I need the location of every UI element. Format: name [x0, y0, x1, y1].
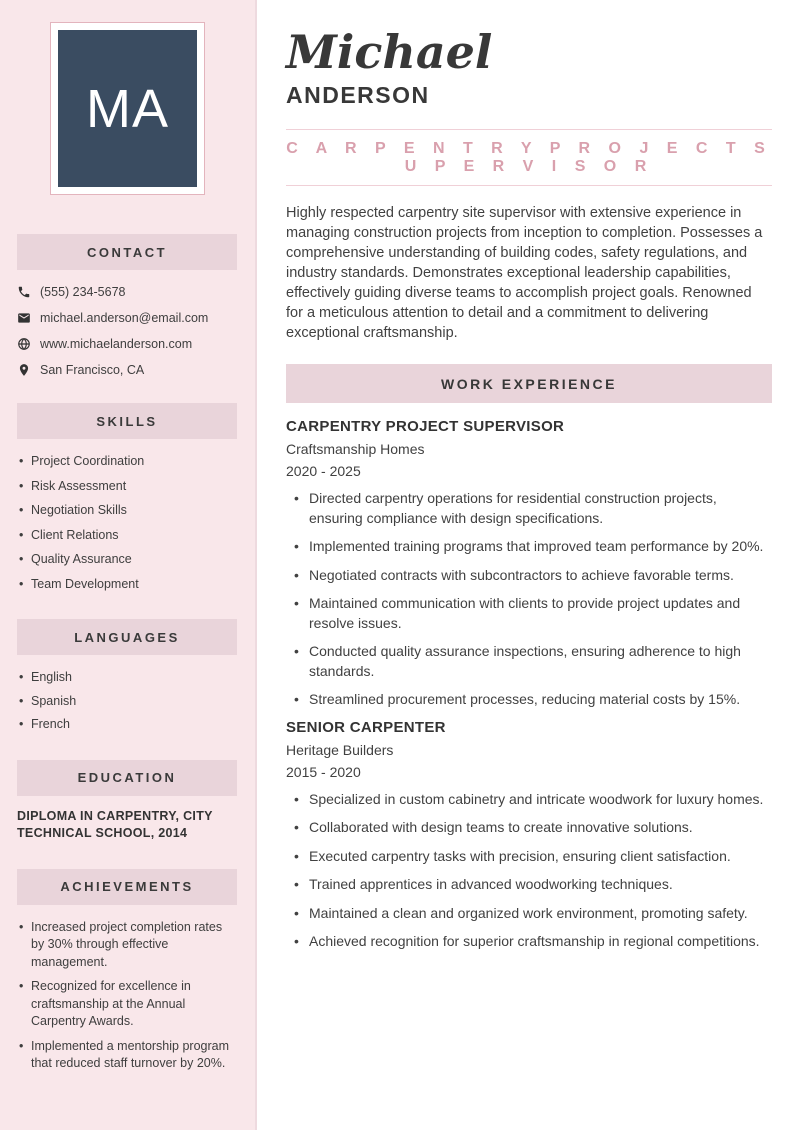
phone-icon — [17, 285, 31, 299]
globe-icon — [17, 337, 31, 351]
contact-location-text: San Francisco, CA — [40, 363, 145, 377]
contact-email — [17, 311, 237, 325]
language-item: • Spanish — [19, 693, 237, 711]
achievement-item: • Implemented a mentorship program that reduced staff turnover by 20%. — [19, 1038, 237, 1073]
contact-website-text: www.michaelanderson.com — [40, 337, 193, 351]
languages-list — [19, 669, 237, 734]
contact-phone — [17, 285, 237, 299]
skills-section-header: SKILLS — [17, 403, 237, 439]
job-title: CARPENTRY PROJECT SUPERVISOR — [286, 418, 565, 435]
role-title: C A R P E N T R Y P R O J E C T S U P E R V I S O R — [286, 140, 772, 175]
job-bullets — [292, 489, 772, 710]
achievements-section-header: ACHIEVEMENTS — [17, 869, 237, 905]
job-bullet-item: • Collaborated with design teams to create innovative solutions. — [292, 818, 772, 838]
location-icon — [17, 363, 31, 377]
contact-website — [17, 337, 237, 351]
title-rule-bottom — [286, 185, 772, 186]
job-title: SENIOR CARPENTER — [286, 718, 446, 736]
professional-summary: Highly respected carpentry site supervisor with extensive experience in managing construction projects from inception to completion. Possesses a comprehensive understanding of building codes, safety regulations, and industry standards. Demonstrates exceptional leadership capabilities, effectively guiding diverse teams to accomplish project goals. Renowned for a meticulous attention to detail and a commitment to delivering exceptional craftsmanship. — [286, 205, 763, 341]
achievement-item: • Recognized for excellence in craftsmanship at the Annual Carpentry Awards. — [19, 978, 237, 1031]
job-dates: 2015 - 2020 — [286, 763, 361, 780]
job-bullet-item: • Maintained communication with clients to provide project updates and resolve issues. — [292, 594, 772, 633]
language-item: • French — [19, 716, 237, 734]
job-bullet-item: • Achieved recognition for superior craftsmanship in regional competitions. — [292, 932, 772, 952]
skill-item: • Negotiation Skills — [19, 502, 237, 520]
job-bullet-item: • Conducted quality assurance inspections, ensuring adherence to high standards. — [292, 642, 772, 681]
job-company: Craftsmanship Homes — [286, 441, 425, 457]
education-section-header: EDUCATION — [17, 760, 237, 796]
achievements-list — [19, 919, 237, 1073]
contact-list — [17, 285, 237, 377]
job-entry — [286, 418, 772, 710]
education-entry: DIPLOMA IN CARPENTRY, CITY TECHNICAL SCHOOL, 2014 — [17, 808, 213, 840]
job-bullet-item: • Implemented training programs that improved team performance by 20%. — [292, 537, 772, 557]
job-bullet-item: • Executed carpentry tasks with precision, ensuring client satisfaction. — [292, 847, 772, 867]
achievement-item: • Increased project completion rates by 30% through effective management. — [19, 919, 237, 972]
skill-item: • Client Relations — [19, 527, 237, 545]
skill-item: • Project Coordination — [19, 453, 237, 471]
job-bullet-item: • Negotiated contracts with subcontractors to achieve favorable terms. — [292, 566, 772, 586]
skills-list — [19, 453, 237, 593]
job-bullets — [292, 790, 772, 952]
work-experience-header: WORK EXPERIENCE — [286, 364, 772, 403]
skill-item: • Quality Assurance — [19, 551, 237, 569]
job-company: Heritage Builders — [286, 741, 394, 758]
profile-monogram-frame — [50, 22, 205, 195]
sidebar — [0, 0, 257, 1130]
language-item: • English — [19, 669, 237, 687]
main-content — [259, 0, 800, 1130]
job-dates: 2020 - 2025 — [286, 463, 361, 479]
job-bullet-item: • Specialized in custom cabinetry and intricate woodwork for luxury homes. — [292, 790, 772, 810]
last-name: ANDERSON — [286, 82, 430, 108]
job-bullet-item: • Trained apprentices in advanced woodworking techniques. — [292, 875, 772, 895]
languages-section-header: LANGUAGES — [17, 619, 237, 655]
job-bullet-item: • Maintained a clean and organized work environment, promoting safety. — [292, 904, 772, 924]
contact-email-text: michael.anderson@email.com — [40, 311, 209, 325]
contact-location — [17, 363, 237, 377]
contact-phone-text: (555) 234-5678 — [40, 285, 126, 299]
job-entry — [286, 719, 772, 952]
job-bullet-item: • Directed carpentry operations for residential construction projects, ensuring compliance with design specifications. — [292, 489, 772, 528]
monogram-initials: MA — [86, 78, 169, 139]
profile-monogram — [58, 30, 197, 187]
job-bullet-item: • Streamlined procurement processes, reducing material costs by 15%. — [292, 690, 772, 710]
skill-item: • Team Development — [19, 576, 237, 594]
first-name: Michael — [286, 25, 493, 79]
contact-section-header: CONTACT — [17, 234, 237, 270]
email-icon — [17, 311, 31, 325]
skill-item: • Risk Assessment — [19, 478, 237, 496]
